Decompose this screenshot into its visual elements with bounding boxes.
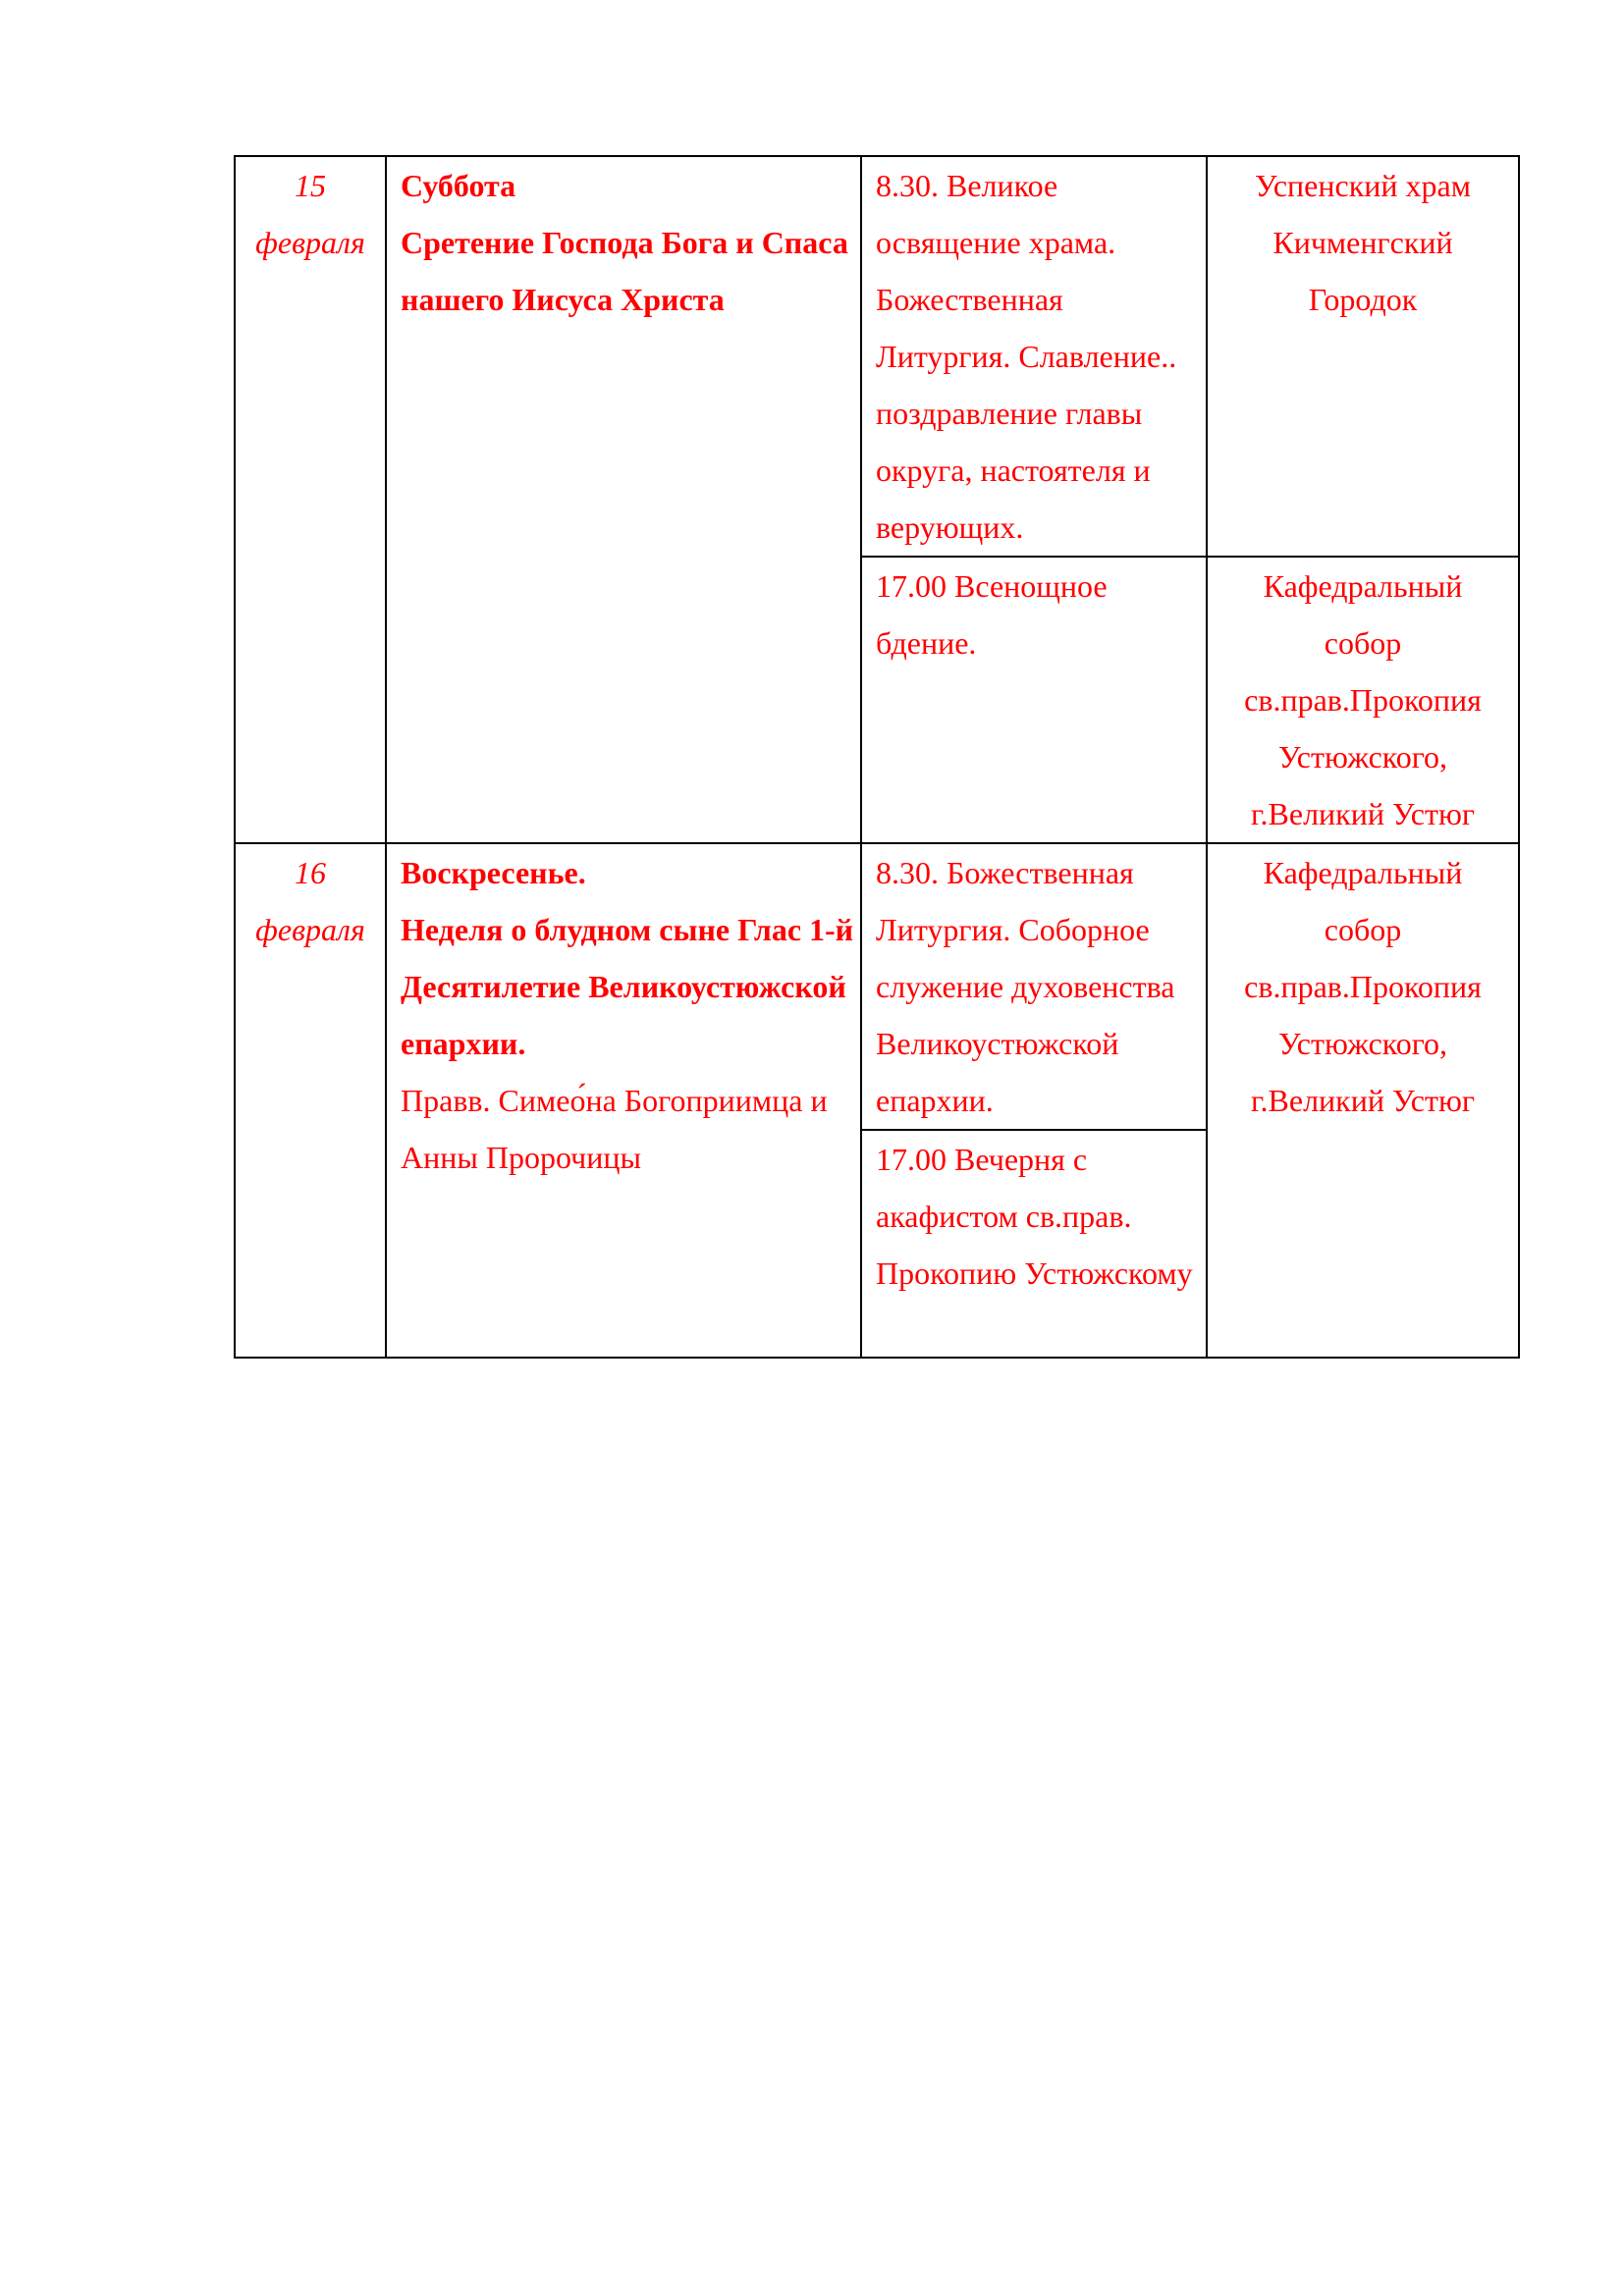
place-text: Кафедральный собор св.прав.Прокопия Устюжского, г.Великий Устюг: [1244, 568, 1482, 831]
place-text: Успенский храм Кичменгский Городок: [1255, 168, 1471, 317]
service-text: 17.00 Всенощное бдение.: [876, 568, 1108, 661]
service-cell: [861, 843, 1207, 1130]
date-day: 16: [295, 855, 326, 890]
service-cell: [861, 156, 1207, 557]
weekday: Суббота: [401, 168, 516, 203]
event-cell: [386, 156, 861, 843]
date-month: февраля: [255, 225, 365, 260]
service-text: 17.00 Вечерня с акафистом св.прав. Прокопию Устюжскому: [876, 1142, 1193, 1291]
table-row: [235, 843, 1519, 1130]
place-text: Кафедральный собор св.прав.Прокопия Устюжского, г.Великий Устюг: [1244, 855, 1482, 1118]
service-text: 8.30. Великое освящение храма. Божественная Литургия. Славление.. поздравление главы округа, настоятеля и верующих.: [876, 168, 1177, 545]
service-text: 8.30. Божественная Литургия. Соборное служение духовенства Великоустюжской епархии.: [876, 855, 1175, 1118]
schedule-table: [234, 155, 1520, 1359]
place-cell: [1207, 156, 1519, 557]
date-month: февраля: [255, 912, 365, 947]
feast-title: Сретение Господа Бога и Спаса нашего Иисуса Христа: [401, 225, 848, 317]
date-cell: [235, 156, 386, 843]
date-cell: [235, 843, 386, 1358]
service-cell: [861, 557, 1207, 843]
place-cell: [1207, 557, 1519, 843]
saints-text: Правв. Симео́на Богоприимца и Анны Пророчицы: [401, 1083, 828, 1175]
event-cell: [386, 843, 861, 1358]
feast-title: Неделя о блудном сыне Глас 1-й: [401, 912, 854, 947]
place-cell: [1207, 843, 1519, 1358]
table-row: [235, 156, 1519, 557]
weekday: Воскресенье.: [401, 855, 586, 890]
event-extra: Десятилетие Великоустюжской епархии.: [401, 969, 846, 1061]
service-cell: [861, 1130, 1207, 1358]
date-day: 15: [295, 168, 326, 203]
